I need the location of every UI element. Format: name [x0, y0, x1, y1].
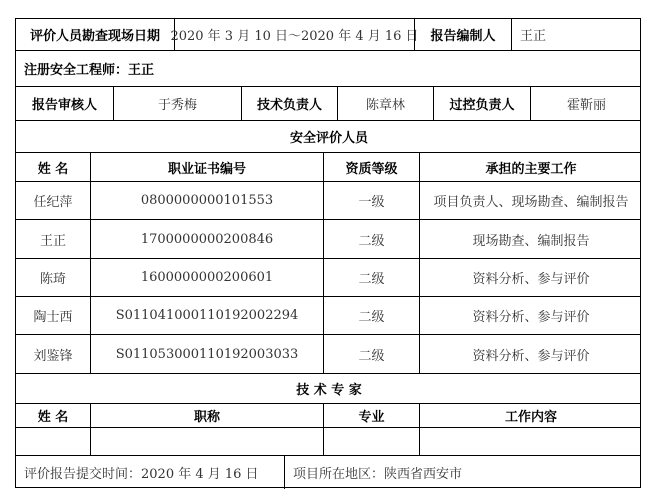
tech-lead-value: 陈章林	[337, 87, 433, 120]
person-work: 现场勘查、编制报告	[419, 220, 642, 258]
expert-column-title: 职称	[90, 404, 323, 427]
reviewer-value: 于秀梅	[113, 87, 241, 120]
expert-name-cell	[16, 428, 90, 455]
process-lead-label: 过控负责人	[433, 87, 530, 120]
person-level: 二级	[323, 220, 419, 258]
survey-date-label: 评价人员勘查现场日期	[29, 29, 160, 44]
expert-specialty-cell	[323, 428, 419, 455]
table-row	[16, 182, 640, 220]
survey-date-value: 2020 年 3 月 10 日～2020 年 4 月 16 日	[174, 19, 414, 50]
table-row	[16, 220, 640, 259]
expert-empty-row	[16, 428, 640, 456]
expert-work-cell	[419, 428, 642, 455]
reviewer-label: 报告审核人	[31, 98, 97, 113]
person-cert: S011053000110192003033	[90, 335, 323, 373]
person-work: 资料分析、参与评价	[419, 297, 642, 334]
person-level: 一级	[323, 182, 419, 219]
compiler-value: 王正	[511, 19, 642, 50]
expert-column-specialty: 专业	[323, 404, 419, 427]
person-level: 二级	[323, 297, 419, 334]
expert-title-cell	[90, 428, 323, 455]
survey-date-row	[16, 19, 640, 51]
column-header-cert: 职业证书编号	[90, 153, 323, 181]
engineer-line: 注册安全工程师：王正	[24, 63, 155, 78]
person-work: 项目负责人、现场勘查、编制报告	[419, 182, 642, 219]
column-header-level: 资质等级	[323, 153, 419, 181]
personnel-title-row	[16, 121, 640, 153]
person-work: 资料分析、参与评价	[419, 335, 642, 373]
engineer-row	[16, 51, 640, 87]
person-name: 任纪萍	[33, 195, 73, 210]
person-cert: 1600000000200601	[90, 259, 323, 296]
personnel-title: 安全评价人员	[289, 131, 368, 146]
table-row	[16, 297, 640, 335]
person-name: 陶士西	[33, 310, 73, 325]
column-header-work: 承担的主要工作	[419, 153, 642, 181]
experts-title-row	[16, 374, 640, 404]
footer-row	[16, 456, 640, 489]
person-work: 资料分析、参与评价	[419, 259, 642, 296]
report-info-table	[15, 18, 641, 488]
person-cert: 0800000000101553	[90, 182, 323, 219]
person-cert: S011041000110192002294	[90, 297, 323, 334]
compiler-label: 报告编制人	[414, 19, 511, 50]
process-lead-value: 霍靳丽	[530, 87, 642, 120]
tech-lead-label: 技术负责人	[241, 87, 337, 120]
submit-time: 评价报告提交时间：2020 年 4 月 16 日	[24, 467, 259, 482]
project-location: 项目所在地区：陕西省西安市	[284, 456, 642, 489]
person-name: 刘鉴锋	[33, 348, 73, 364]
personnel-header-row	[16, 153, 640, 182]
experts-header-row	[16, 404, 640, 428]
experts-title: 技 术 专 家	[296, 383, 362, 398]
table-row	[16, 259, 640, 297]
column-header-name: 姓 名	[37, 161, 69, 177]
person-level: 二级	[323, 335, 419, 373]
expert-column-name: 姓 名	[37, 410, 69, 425]
person-level: 二级	[323, 259, 419, 296]
review-row	[16, 87, 640, 121]
person-cert: 1700000000200846	[90, 220, 323, 258]
expert-column-work: 工作内容	[419, 404, 642, 427]
person-name: 王正	[39, 233, 66, 249]
table-row	[16, 335, 640, 374]
person-name: 陈琦	[39, 272, 66, 287]
